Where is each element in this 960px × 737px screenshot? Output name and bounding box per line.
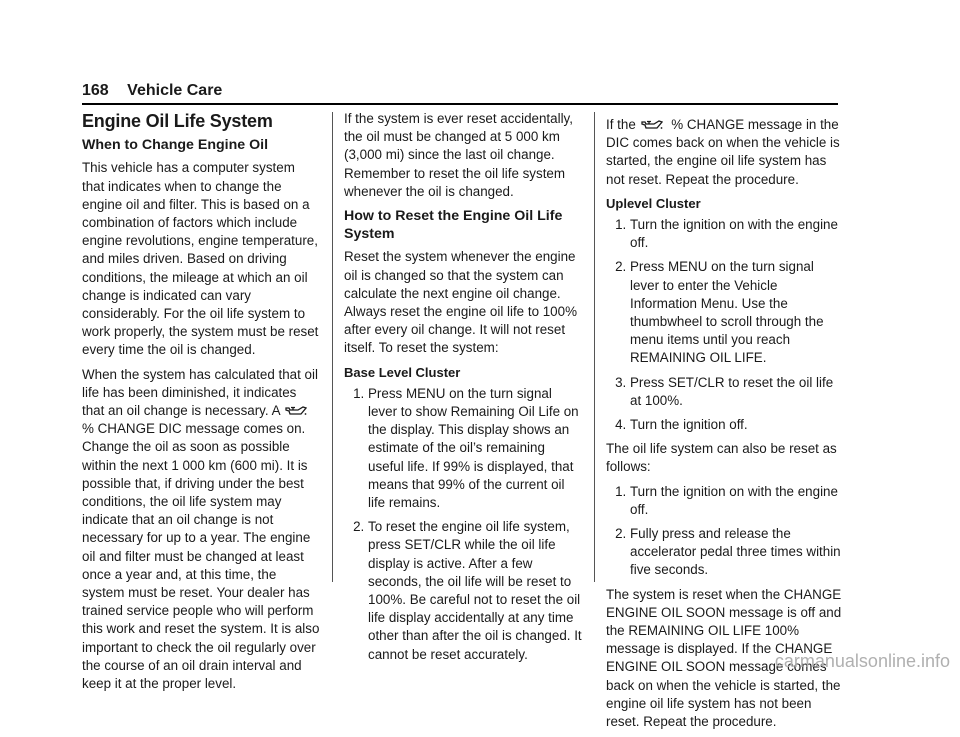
oil-can-icon	[641, 119, 663, 130]
when-paragraph-1: This vehicle has a computer system that indicates when to change the engine oil and filter. This is based on a combination of factors which include engine revolutions, engine temperature, and miles driven. Based on driving conditions, the mileage at which an oil change is indicated can vary considerably. For the oil life system to work properly, the system must be reset every time the oil is changed.	[82, 160, 319, 358]
header-rule	[82, 103, 838, 105]
list-item: 3. Press SET/CLR to reset the oil life at 100%.	[630, 374, 844, 410]
watermark: carmanualsonline.info	[774, 651, 950, 671]
accidental-reset-paragraph: If the system is ever reset accidentally, the oil must be changed at 5 000 km (3,000 mi) since the last oil change. Remember to reset the oil life system whenever the oil is changed.	[344, 111, 573, 199]
page-title: Engine Oil Life System	[82, 111, 273, 131]
page-header	[82, 82, 222, 100]
when-p2-start: When the system has calculated that oil life has been diminished, it indicates that an oil change is necessary. A	[82, 366, 318, 419]
oil-can-icon	[285, 405, 307, 416]
when-p2-end: % CHANGE DIC message comes on. Change the oil as soon as possible within the next 1 000 km (600 mi). It is possible that, if driving under the best conditions, the oil life system may indicate that an oil change is not necessary for up to a year. The engine oil and filter must be changed at least once a year and, at this time, the system must be reset. Your dealer has trained service people who will perform this work and reset the system. It is also important to check the oil regularly over the course of an oil drain interval and keep it at the proper level.	[82, 421, 320, 692]
uplevel-cluster-label: Uplevel Cluster	[606, 195, 701, 211]
if-p-end: % CHANGE message in the DIC comes back on when the vehicle is started, the engine oil life system has not reset. Repeat the procedure.	[606, 117, 840, 187]
list-item: 2. Press MENU on the turn signal lever to enter the Vehicle Information Menu. Use the thumbwheel to scroll through the menu items until you reach REMAINING OIL LIFE.	[630, 258, 844, 367]
column-2	[344, 110, 582, 670]
list-item: 1. Press MENU on the turn signal lever to show Remaining Oil Life on the display. This display shows an estimate of the oil’s remaining useful life. If 99% is displayed, that means that 99% of the current oil life remains.	[368, 385, 582, 512]
column-3	[606, 116, 844, 737]
also-reset-paragraph: The oil life system can also be reset as follows:	[606, 441, 837, 475]
list-item: 2. Fully press and release the accelerator pedal three times within five seconds.	[630, 525, 844, 580]
if-p-start: If the	[606, 117, 636, 132]
final-paragraph: The system is reset when the CHANGE ENGINE OIL SOON message is off and the REMAINING OIL LIFE 100% message is displayed. If the CHANGE ENGINE OIL SOON message comes back on when the vehicle is started, the engine oil life system has not been reset. Repeat the procedure.	[606, 586, 842, 730]
also-steps-list	[606, 483, 844, 580]
list-item: 4. Turn the ignition off.	[630, 416, 844, 434]
reset-heading: How to Reset the Engine Oil Life System	[344, 208, 563, 243]
page-number: 168	[82, 82, 109, 99]
column-divider	[332, 112, 333, 582]
reset-paragraph: Reset the system whenever the engine oil is changed so that the system can calculate the next engine oil change. Always reset the engine oil life to 100% after every oil change. It will not reset itself. To reset the system:	[344, 249, 577, 356]
section-title: Vehicle Care	[127, 82, 223, 99]
list-item: 2. To reset the engine oil life system, press SET/CLR while the oil life display is active. After a few seconds, the oil life will be reset to 100%. Be careful not to reset the oil life display accidentally at any time other than after the oil is changed. It cannot be reset accurately.	[368, 518, 582, 664]
base-steps-list	[344, 385, 582, 664]
when-heading: When to Change Engine Oil	[82, 137, 269, 154]
list-item: 1. Turn the ignition on with the engine off.	[630, 483, 844, 519]
list-item: 1. Turn the ignition on with the engine off.	[630, 216, 844, 252]
if-change-paragraph	[606, 116, 844, 189]
when-paragraph-2	[82, 366, 320, 694]
column-divider	[594, 112, 595, 582]
uplevel-steps-list	[606, 216, 844, 434]
base-cluster-label: Base Level Cluster	[344, 364, 461, 380]
column-1	[82, 112, 320, 699]
